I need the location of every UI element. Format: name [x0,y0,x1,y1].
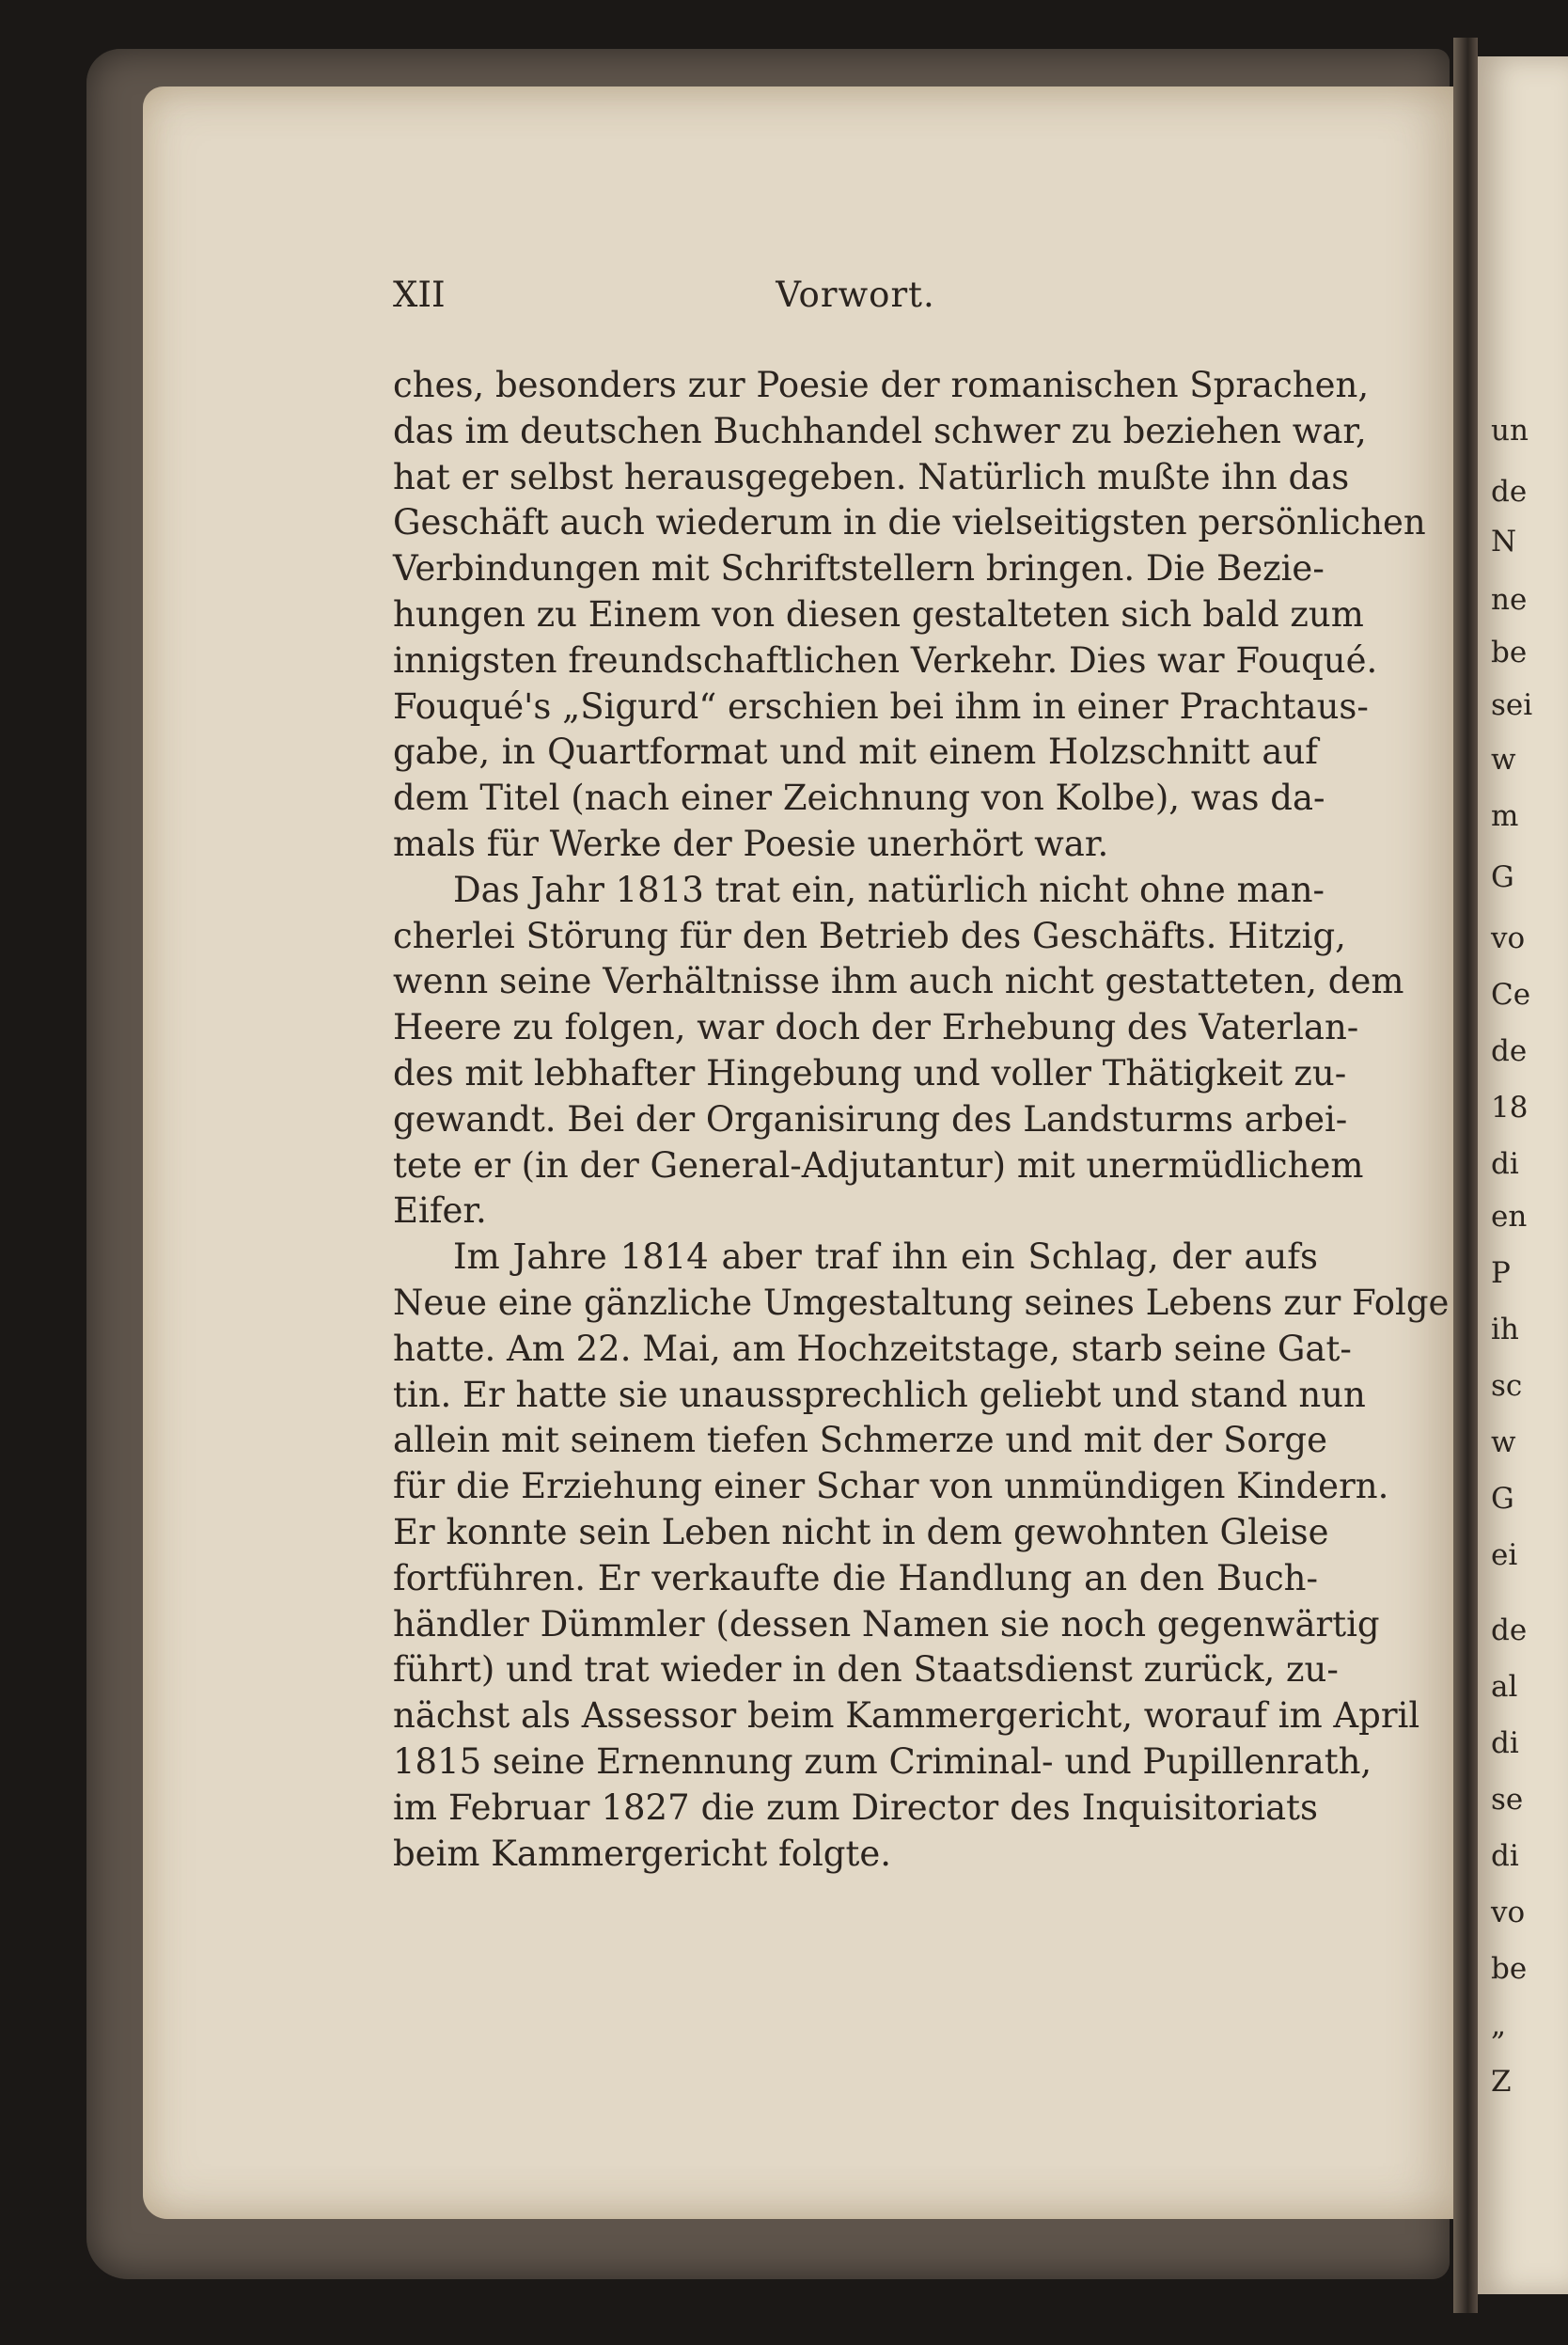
adjacent-page-fragment: Z [1491,2065,1512,2099]
adjacent-page-fragment: ei [1491,1538,1518,1572]
adjacent-page-fragment: ne [1491,583,1528,617]
text-line: allein mit seinem tiefen Schmerze und mit der Sorge [393,1420,1327,1461]
adjacent-page-fragment: de [1491,1034,1528,1068]
running-head-title: Vorwort. [776,275,935,315]
adjacent-page-fragment: N [1491,525,1517,559]
adjacent-page-fragment: sc [1491,1369,1523,1403]
text-line: cherlei Störung für den Betrieb des Geschäfts. Hitzig, [393,915,1346,956]
adjacent-page-fragment: di [1491,1839,1519,1873]
text-line: mals für Werke der Poesie unerhört war. [393,823,1109,864]
text-line: Er konnte sein Leben nicht in dem gewohnten Gleise [393,1511,1329,1552]
text-line: fortführen. Er verkaufte die Handlung an den Buch- [393,1557,1318,1598]
text-line: 1815 seine Ernennung zum Criminal- und Pupillenrath, [393,1740,1372,1782]
text-line: führt) und trat wieder in den Staatsdienst zurück, zu- [393,1649,1339,1691]
text-line: wenn seine Verhältnisse ihm auch nicht gestatteten, dem [393,961,1404,1002]
adjacent-page-fragment: al [1491,1670,1518,1704]
text-line: hat er selbst herausgegeben. Natürlich mußte ihn das [393,456,1350,497]
text-line: gewandt. Bei der Organisirung des Landsturms arbei- [393,1098,1348,1140]
adjacent-page-fragment: se [1491,1783,1524,1817]
text-line: Heere zu folgen, war doch der Erhebung des Vaterlan- [393,1007,1359,1048]
adjacent-page-fragment: P [1491,1256,1511,1290]
adjacent-page-fragment: be [1491,1952,1528,1986]
adjacent-page-strip [1478,56,1568,2294]
book-gutter [1453,38,1478,2313]
adjacent-page-fragment: sei [1491,688,1533,722]
adjacent-page-fragment: de [1491,475,1528,509]
adjacent-page-fragment: vo [1491,921,1526,955]
adjacent-page-fragment: de [1491,1613,1528,1647]
text-line: des mit lebhafter Hingebung und voller Thätigkeit zu- [393,1052,1347,1094]
text-line: Das Jahr 1813 trat ein, natürlich nicht ohne man- [453,869,1325,910]
text-line: nächst als Assessor beim Kammergericht, worauf im April [393,1695,1420,1737]
adjacent-page-fragment: 18 [1491,1091,1529,1125]
text-line: dem Titel (nach einer Zeichnung von Kolbe), was da- [393,778,1325,819]
text-line: Fouqué's „Sigurd“ erschien bei ihm in einer Prachtaus- [393,685,1369,727]
text-line: beim Kammergericht folgte. [393,1833,892,1874]
text-line: innigsten freundschaftlichen Verkehr. Dies war Fouqué. [393,639,1378,681]
page-number: XII [393,275,446,315]
adjacent-page-fragment: di [1491,1147,1519,1181]
adjacent-page-fragment: G [1491,860,1514,894]
text-line: Im Jahre 1814 aber traf ihn ein Schlag, der aufs [453,1236,1318,1278]
text-line: das im deutschen Buchhandel schwer zu beziehen war, [393,410,1367,451]
text-line: Geschäft auch wiederum in die vielseitigsten persönlichen [393,502,1426,543]
adjacent-page-fragment: w [1491,1425,1516,1459]
text-line: hatte. Am 22. Mai, am Hochzeitstage, starb seine Gat- [393,1328,1352,1369]
text-line: Verbindungen mit Schriftstellern bringen. Die Bezie- [393,548,1325,590]
adjacent-page-fragment: „ [1491,2008,1507,2042]
adjacent-page-fragment: un [1491,414,1529,448]
text-line: händler Dümmler (dessen Namen sie noch gegenwärtig [393,1603,1380,1645]
running-head [393,275,1318,322]
text-line: ches, besonders zur Poesie der romanischen Sprachen, [393,365,1370,405]
adjacent-page-fragment: Ce [1491,978,1531,1012]
text-line: Neue eine gänzliche Umgestaltung seines Lebens zur Folge [393,1282,1450,1323]
adjacent-page-fragment: m [1491,799,1519,833]
body-text [393,363,1450,1877]
adjacent-page-fragment: w [1491,743,1516,777]
adjacent-page-fragment: vo [1491,1896,1526,1929]
adjacent-page-fragment: en [1491,1200,1528,1234]
text-line: Eifer. [393,1190,487,1232]
adjacent-page-fragment: ih [1491,1313,1519,1346]
text-line: für die Erziehung einer Schar von unmündigen Kindern. [393,1466,1389,1507]
text-line: im Februar 1827 die zum Director des Inquisitoriats [393,1786,1318,1828]
text-line: tete er (in der General-Adjutantur) mit unermüdlichem [393,1144,1364,1186]
text-line: gabe, in Quartformat und mit einem Holzschnitt auf [393,732,1318,773]
adjacent-page-fragment: be [1491,636,1528,669]
adjacent-page-fragment: G [1491,1482,1514,1516]
adjacent-page-fragment: di [1491,1726,1519,1760]
text-line: tin. Er hatte sie unaussprechlich geliebt und stand nun [393,1374,1366,1415]
text-line: hungen zu Einem von diesen gestalteten sich bald zum [393,593,1364,635]
